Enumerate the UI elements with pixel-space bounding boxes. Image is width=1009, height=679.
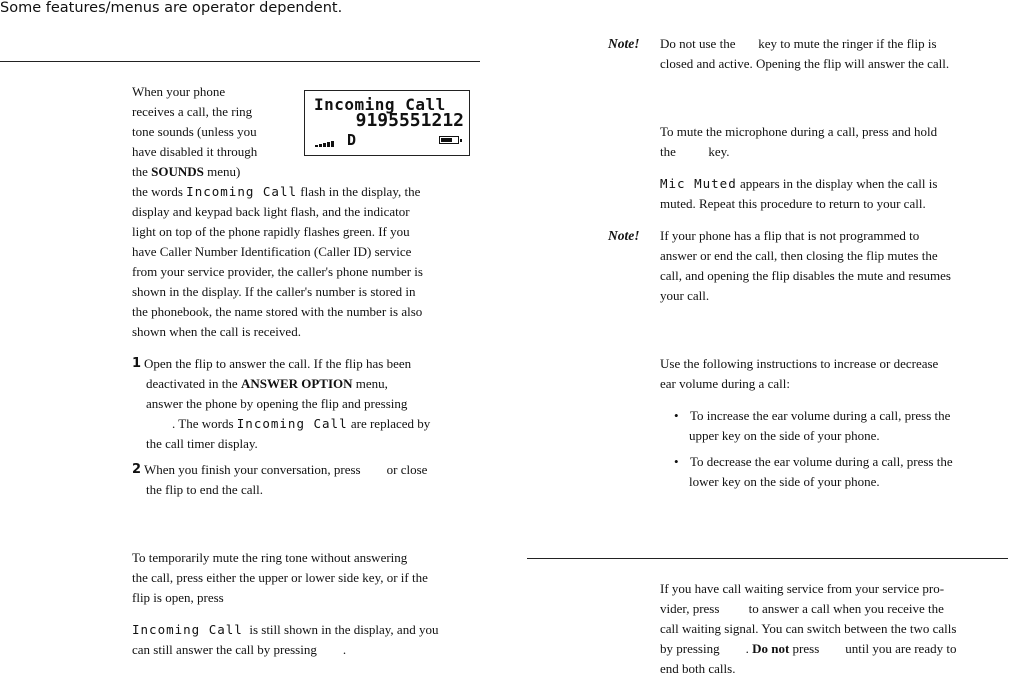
bullet-decrease-volume: [674, 452, 1009, 492]
mute-line: To temporarily mute the ring tone without answering: [132, 550, 408, 565]
bullet-icon: •: [674, 408, 679, 423]
still-line: Incoming Call is still shown in the display, and you: [132, 622, 439, 637]
incoming-line: the phonebook, the name stored with the number is also: [132, 304, 423, 319]
bullet-line: lower key on the side of your phone.: [689, 474, 880, 489]
mute-ringer-paragraph: [132, 548, 482, 608]
call-waiting-line: by pressing . Do not press until you are ready to: [660, 641, 957, 656]
call-waiting-line: If you have call waiting service from your service pro-: [660, 581, 945, 596]
display-text-incoming-call: Incoming Call: [186, 184, 298, 199]
mute-line: flip is open, press: [132, 590, 224, 605]
incoming-line: display and keypad back light flash, and the indicator: [132, 204, 410, 219]
incoming-line: light on top of the phone rapidly flashes green. If you: [132, 224, 410, 239]
incoming-call-paragraph: [132, 182, 482, 342]
digital-indicator: D: [347, 131, 357, 149]
display-line-incoming: Incoming Call: [314, 95, 446, 114]
display-status-row: [315, 133, 465, 149]
page-header-note: Some features/menus are operator dependent.: [0, 0, 343, 16]
section-divider-left: [0, 61, 480, 62]
call-waiting-paragraph: [660, 579, 1008, 679]
still-shown-paragraph: [132, 620, 482, 660]
mic-line: the key.: [660, 144, 730, 159]
display-line-number: 9195551212: [355, 110, 464, 131]
bullet-icon: •: [674, 454, 679, 469]
step-2: [132, 460, 482, 500]
note-ringer-paragraph: [660, 34, 1005, 74]
intro-line: the SOUNDS menu): [132, 164, 241, 179]
do-not-emphasis: Do not: [752, 641, 790, 656]
step-line: answer the phone by opening the flip and pressing: [146, 396, 408, 411]
section-divider-right: [527, 558, 1008, 559]
mic-muted-paragraph: [660, 174, 1005, 214]
note-line: answer or end the call, then closing the flip mutes the: [660, 248, 938, 263]
incoming-line: have Caller Number Identification (Caller ID) service: [132, 244, 412, 259]
phone-display-illustration: [304, 90, 470, 156]
incoming-line: shown when the call is received.: [132, 324, 301, 339]
incoming-line: from your service provider, the caller's phone number is: [132, 264, 423, 279]
bullet-increase-volume: [674, 406, 1009, 446]
step-1: [132, 354, 482, 454]
incoming-line: shown in the display. If the caller's number is stored in: [132, 284, 416, 299]
intro-paragraph: [132, 82, 302, 182]
step-line: the call timer display.: [146, 436, 258, 451]
volume-line: ear volume during a call:: [660, 376, 790, 391]
step-line: When you finish your conversation, press or close: [144, 462, 428, 477]
mic-line: To mute the microphone during a call, press and hold: [660, 124, 938, 139]
mic-muted-line: muted. Repeat this procedure to return to your call.: [660, 196, 926, 211]
note-line: closed and active. Opening the flip will answer the call.: [660, 56, 950, 71]
note-flip-paragraph: [660, 226, 1005, 306]
mic-muted-line: Mic Muted appears in the display when the call is: [660, 176, 938, 191]
note-line: Do not use the key to mute the ringer if the flip is: [660, 36, 937, 51]
intro-line: receives a call, the ring: [132, 104, 253, 119]
step-number: 2: [132, 462, 142, 477]
call-waiting-line: vider, press to answer a call when you receive the: [660, 601, 944, 616]
note-label: Note!: [608, 36, 640, 51]
signal-strength-icon: [315, 141, 334, 147]
note-label: Note!: [608, 228, 640, 243]
note-line: call, and opening the flip disables the mute and resumes: [660, 268, 951, 283]
note-line: your call.: [660, 288, 710, 303]
intro-line: When your phone: [132, 84, 226, 99]
display-text-incoming-call: Incoming Call: [132, 622, 243, 637]
mute-microphone-paragraph: [660, 122, 1005, 162]
step-number: 1: [132, 356, 142, 371]
step-line: deactivated in the ANSWER OPTION menu,: [146, 376, 388, 391]
battery-icon: [439, 136, 459, 144]
bullet-line: To increase the ear volume during a call, press the: [690, 408, 951, 423]
mute-line: the call, press either the upper or lower side key, or if the: [132, 570, 428, 585]
display-text-incoming-call: Incoming Call: [236, 416, 348, 431]
still-line: can still answer the call by pressing .: [132, 642, 347, 657]
step-line: Open the flip to answer the call. If the flip has been: [144, 356, 412, 371]
note-line: If your phone has a flip that is not programmed to: [660, 228, 920, 243]
bullet-line: upper key on the side of your phone.: [689, 428, 880, 443]
call-waiting-line: call waiting signal. You can switch between the two calls: [660, 621, 957, 636]
sounds-menu-name: SOUNDS: [151, 164, 204, 179]
volume-intro-paragraph: [660, 354, 1005, 394]
intro-line: tone sounds (unless you: [132, 124, 257, 139]
incoming-line: the words Incoming Call flash in the display, the: [132, 184, 421, 199]
intro-line: have disabled it through: [132, 144, 258, 159]
step-line: the flip to end the call.: [146, 482, 263, 497]
step-line: . The words Incoming Call are replaced by: [172, 416, 431, 431]
call-waiting-line: end both calls.: [660, 661, 736, 676]
display-text-mic-muted: Mic Muted: [660, 176, 737, 191]
volume-line: Use the following instructions to increase or decrease: [660, 356, 939, 371]
bullet-line: To decrease the ear volume during a call, press the: [690, 454, 953, 469]
answer-option-menu-name: ANSWER OPTION: [240, 376, 353, 391]
